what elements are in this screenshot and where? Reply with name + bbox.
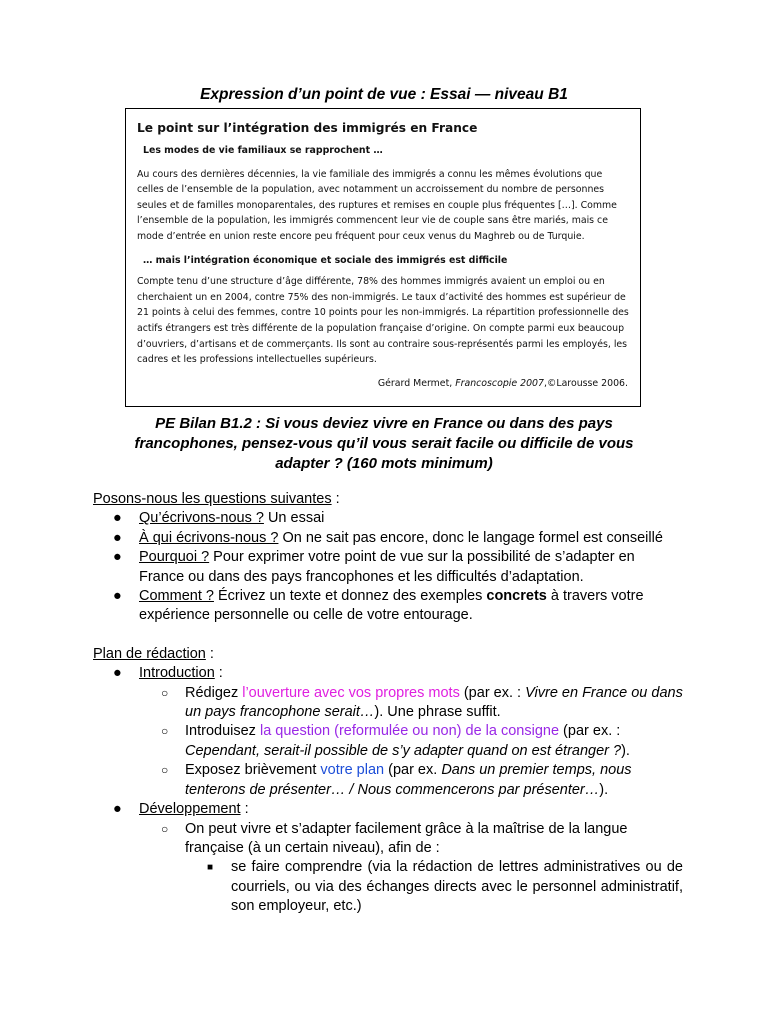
circle-bullet-icon: ○ — [161, 724, 169, 739]
bullet-icon: ● — [113, 665, 122, 682]
bullet-icon: ● — [113, 529, 122, 546]
square-bullet-icon: ■ — [207, 862, 214, 874]
circle-bullet-icon: ○ — [161, 821, 169, 836]
circle-bullet-icon: ○ — [161, 763, 169, 778]
list-item: ○ On peut vivre et s’adapter facilement grâce à la maîtrise de la langue française (à un certain niveau), afin de : — [161, 820, 628, 856]
list-item: ● Comment ? Écrivez un texte et donnez des exemples concrets à travers votre expérience personnelle ou celle de votre entourage. — [113, 588, 644, 624]
list-item-developpement: ● Développement : — [93, 800, 683, 819]
excerpt-title: Le point sur l’intégration des immigrés en France — [137, 121, 478, 135]
list-item: ● Pourquoi ? Pour exprimer votre point de vue sur la possibilité de s’adapter en France ou dans des pays francophones et les difficultés d’adaptation. — [113, 549, 635, 585]
questions-list — [93, 509, 683, 625]
excerpt-paragraph-1: Au cours des dernières décennies, la vie familiale des immigrés a connu les mêmes évolutions que celles de l’ensemble de la population, avec notamment un accroissement du nombre de personnes seules et de familles monoparentales, des ruptures et remises en couple plus fréquentes […]. Comme l’ensemble de la population, les immigrés commencent leur vie de couple sans être mariés, mais ce mode d’entrée en union reste encore peu fréquent pour ceux venus du Maghreb ou de Turquie. — [137, 168, 617, 242]
questions-heading: Posons-nous les questions suivantes : — [93, 491, 340, 507]
circle-bullet-icon: ○ — [161, 685, 169, 700]
excerpt-citation — [137, 376, 630, 392]
list-item: ○ Exposez brièvement votre plan (par ex. Dans un premier temps, nous tenterons de présenter… / Nous commencerons par présenter…). — [161, 762, 632, 798]
bullet-icon: ● — [113, 588, 122, 605]
list-item: ○ Rédigez l’ouverture avec vos propres mots (par ex. : Vivre en France ou dans un pays francophone serait…). Une phrase suffit. — [161, 684, 683, 721]
list-item: ● Qu’écrivons-nous ? Un essai — [93, 509, 683, 528]
essay-prompt: PE Bilan B1.2 : Si vous deviez vivre en France ou dans des pays francophones, pensez-vous qu’il vous serait facile ou difficile de vous adapter ? (160 mots minimum) — [134, 415, 634, 472]
citation-rest: ,©Larousse 2006. — [543, 377, 628, 389]
list-item: ○ Introduisez la question (reformulée ou non) de la consigne (par ex. : Cependant, serait-il possible de s’y adapter quand on est étranger ?). — [161, 723, 630, 759]
list-item: ■ se faire comprendre (via la rédaction de lettres administratives ou de courriels, ou via des échanges directs avec le personnel administratif, son employeur, etc.) — [207, 859, 683, 915]
excerpt-paragraph-2: Compte tenu d’une structure d’âge différente, 78% des hommes immigrés avaient un emploi ou en cherchaient un en 2004, contre 75% des non-immigrés. Le taux d’activité des hommes est supérieur de 21 points à celui des femmes, contre 10 points pour les non-immigrés. La répartition professionnelle des actifs étrangers est très différente de la population française d’origine. On compte parmi eux beaucoup d’ouvriers, d’artisans et de commerçants. Ils sont au contraire sous-représentés parmi les employés, les cadres et les professions intellectuelles supérieurs. — [137, 276, 629, 366]
bullet-icon: ● — [113, 510, 122, 527]
page-title: Expression d’un point de vue : Essai — niveau B1 — [200, 86, 568, 103]
bullet-icon: ● — [113, 549, 122, 566]
plan-list — [93, 664, 683, 916]
plan-heading: Plan de rédaction : — [93, 645, 214, 662]
bullet-icon: ● — [113, 801, 122, 818]
list-item: ● À qui écrivons-nous ? On ne sait pas encore, donc le langage formel est conseillé — [93, 529, 683, 548]
article-excerpt-box — [125, 108, 641, 407]
citation-work: Francoscopie 2007 — [455, 377, 544, 389]
instructions — [93, 490, 683, 917]
excerpt-subheading-2: … mais l’intégration économique et sociale des immigrés est difficile — [143, 254, 508, 266]
list-item-introduction: ● Introduction : — [93, 664, 683, 683]
excerpt-subheading-1: Les modes de vie familiaux se rapprochent … — [143, 145, 383, 156]
citation-author: Gérard Mermet, — [377, 377, 456, 389]
